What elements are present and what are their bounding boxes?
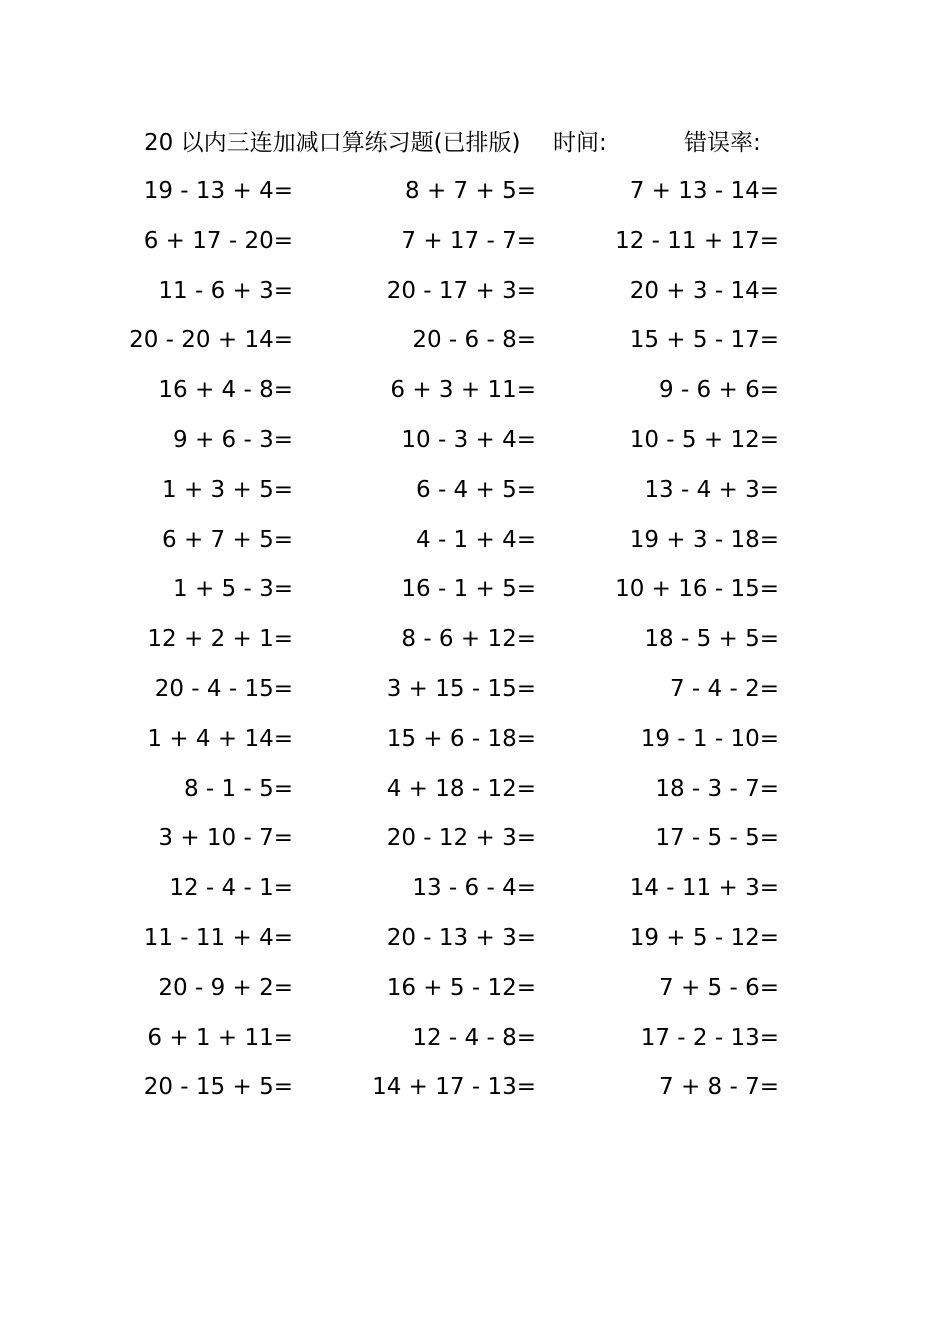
error-rate-label: 错误率: [684,130,761,156]
problem-item: 20 - 20 + 14= [129,327,293,354]
problem-item: 18 - 3 - 7= [655,775,779,802]
problem-item: 15 + 6 - 18= [386,725,536,752]
problem-item: 6 + 17 - 20= [143,227,293,254]
problem-item: 1 + 3 + 5= [162,476,293,503]
problem-item: 10 - 3 + 4= [401,426,536,453]
problem-item: 11 - 11 + 4= [143,924,293,951]
problem-item: 7 - 4 - 2= [669,675,779,702]
problem-item: 6 + 1 + 11= [147,1024,293,1051]
problem-item: 17 - 5 - 5= [655,825,779,852]
problem-item: 8 - 6 + 12= [401,626,536,653]
problem-item: 16 + 4 - 8= [158,377,293,404]
problem-item: 11 - 6 + 3= [158,277,293,304]
problem-item: 14 - 11 + 3= [629,875,779,902]
problem-item: 12 - 4 - 1= [169,875,293,902]
problem-item: 13 - 4 + 3= [644,476,779,503]
problem-item: 9 + 6 - 3= [173,426,293,453]
problem-item: 16 - 1 + 5= [401,576,536,603]
problem-item: 4 + 18 - 12= [386,775,536,802]
problem-item: 6 + 7 + 5= [162,526,293,553]
problem-item: 19 + 3 - 18= [629,526,779,553]
problem-item: 12 + 2 + 1= [147,626,293,653]
problem-item: 20 - 17 + 3= [386,277,536,304]
problem-item: 19 - 13 + 4= [143,178,293,204]
problem-item: 4 - 1 + 4= [416,526,536,553]
problem-item: 20 - 15 + 5= [143,1074,293,1101]
problem-item: 10 - 5 + 12= [629,426,779,453]
problem-item: 3 + 10 - 7= [158,825,293,852]
problem-item: 6 + 3 + 11= [390,377,536,404]
problem-item: 19 + 5 - 12= [629,924,779,951]
problem-item: 1 + 4 + 14= [147,725,293,752]
problem-item: 7 + 8 - 7= [659,1074,779,1101]
problem-item: 7 + 17 - 7= [401,227,536,254]
worksheet-title: 20 以内三连加减口算练习题(已排版) [144,130,521,156]
problem-item: 12 - 11 + 17= [615,227,779,254]
problem-item: 16 + 5 - 12= [386,974,536,1001]
problem-item: 17 - 2 - 13= [640,1024,779,1051]
problem-item: 10 + 16 - 15= [615,576,779,603]
worksheet-header [0,126,950,160]
time-label: 时间: [553,130,607,156]
problem-item: 20 - 12 + 3= [386,825,536,852]
problem-item: 8 - 1 - 5= [183,775,293,802]
problem-item: 15 + 5 - 17= [629,327,779,354]
problem-item: 12 - 4 - 8= [412,1024,536,1051]
problem-item: 7 + 5 - 6= [659,974,779,1001]
problem-item: 13 - 6 - 4= [412,875,536,902]
problem-item: 20 + 3 - 14= [629,277,779,304]
problem-item: 9 - 6 + 6= [659,377,779,404]
problem-item: 7 + 13 - 14= [629,178,779,204]
problem-item: 18 - 5 + 5= [644,626,779,653]
problem-item: 20 - 4 - 15= [154,675,293,702]
problem-item: 6 - 4 + 5= [416,476,536,503]
problem-item: 8 + 7 + 5= [405,178,536,204]
problem-item: 20 - 13 + 3= [386,924,536,951]
problem-item: 3 + 15 - 15= [386,675,536,702]
problem-item: 1 + 5 - 3= [173,576,293,603]
problem-grid [129,173,810,1119]
problem-item: 19 - 1 - 10= [640,725,779,752]
problem-item: 20 - 9 + 2= [158,974,293,1001]
problem-item: 20 - 6 - 8= [412,327,536,354]
problem-item: 14 + 17 - 13= [372,1074,536,1101]
